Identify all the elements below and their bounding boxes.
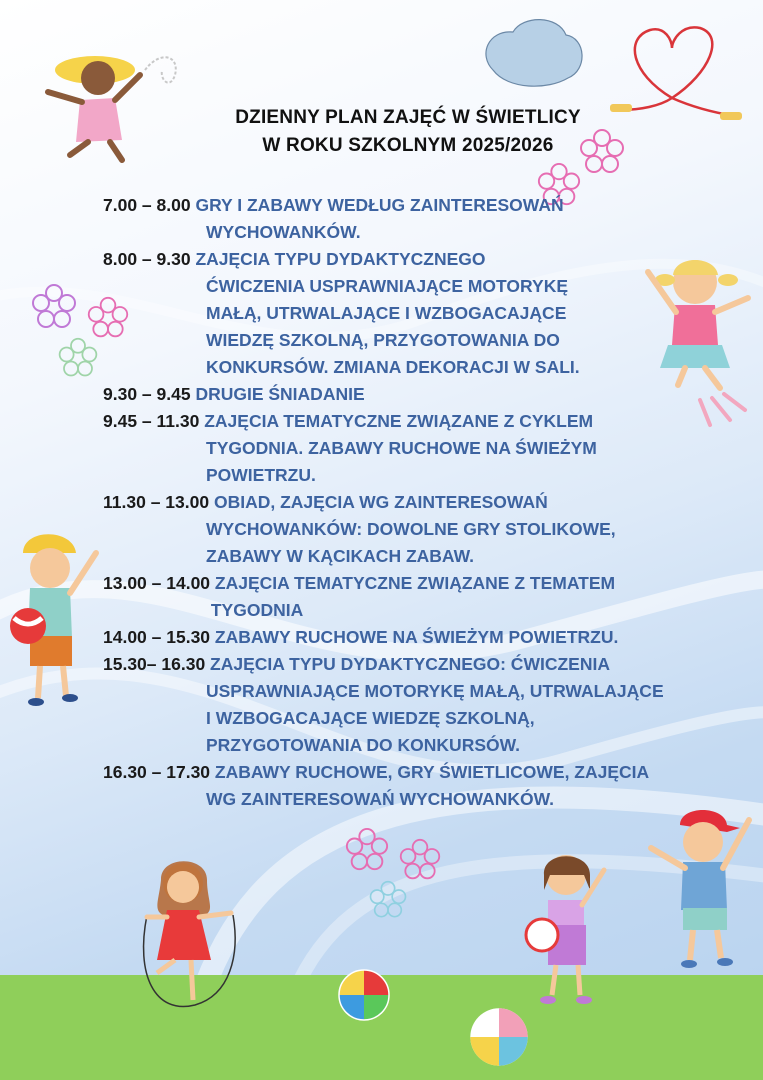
entry-activity: OBIAD, ZAJĘCIA WG ZAINTERESOWAŃ: [213, 492, 548, 512]
beach-ball-icon: [468, 1006, 530, 1068]
schedule-entry: [103, 408, 723, 489]
schedule-entry: [103, 624, 723, 651]
entry-activity: ZABAWY W KĄCIKACH ZABAW.: [206, 546, 474, 566]
girl-with-ball-illustration: [522, 845, 617, 1015]
entry-activity: USPRAWNIAJĄCE MOTORYKĘ MAŁĄ, UTRWALAJĄCE: [206, 681, 664, 701]
schedule-list: [103, 192, 723, 813]
entry-activity: ZAJĘCIA TYPU DYDAKTYCZNEGO: [195, 249, 486, 269]
entry-activity: ZAJĘCIA TYPU DYDAKTYCZNEGO: ĆWICZENIA: [210, 654, 610, 674]
schedule-entry: [103, 246, 723, 381]
boy-red-cap-illustration: [645, 800, 760, 975]
entry-time: 15.30– 16.30: [103, 654, 211, 674]
entry-activity: TYGODNIA: [206, 600, 304, 620]
entry-activity: KONKURSÓW. ZMIANA DEKORACJI W SALI.: [206, 357, 580, 377]
entry-activity: ĆWICZENIA USPRAWNIAJĄCE MOTORYKĘ: [206, 276, 569, 296]
boy-with-ball-illustration: [8, 528, 108, 713]
entry-activity: WYCHOWANKÓW: DOWOLNE GRY STOLIKOWE,: [206, 519, 616, 539]
schedule-entry: [103, 759, 723, 813]
entry-time: 8.00 – 9.30: [103, 249, 196, 269]
page-title: [0, 104, 763, 160]
entry-activity: DRUGIE ŚNIADANIE: [195, 384, 365, 404]
cloud-icon: [478, 10, 588, 95]
entry-time: 13.00 – 14.00: [103, 573, 215, 593]
flower-icon: [344, 827, 390, 873]
entry-time: 14.00 – 15.30: [103, 627, 215, 647]
entry-activity: WIEDZĘ SZKOLNĄ, PRZYGOTOWANIA DO: [206, 330, 560, 350]
entry-activity: MAŁĄ, UTRWALAJĄCE I WZBOGACAJĄCE: [206, 303, 567, 323]
entry-activity: TYGODNIA. ZABAWY RUCHOWE NA ŚWIEŻYM: [206, 438, 597, 458]
schedule-entry: [103, 381, 723, 408]
entry-activity: GRY I ZABAWY WEDŁUG ZAINTERESOWAŃ: [195, 195, 564, 215]
entry-time: 16.30 – 17.30: [103, 762, 215, 782]
entry-activity: WYCHOWANKÓW.: [206, 222, 361, 242]
entry-activity: ZABAWY RUCHOWE NA ŚWIEŻYM POWIETRZU.: [214, 627, 619, 647]
flower-icon: [57, 337, 99, 379]
schedule-entry: [103, 489, 723, 570]
entry-activity: PRZYGOTOWANIA DO KONKURSÓW.: [206, 735, 521, 755]
entry-activity: WG ZAINTERESOWAŃ WYCHOWANKÓW.: [206, 789, 555, 809]
flower-icon: [398, 838, 442, 882]
entry-time: 9.45 – 11.30: [103, 411, 205, 431]
schedule-entry: [103, 192, 723, 246]
entry-activity: POWIETRZU.: [206, 465, 316, 485]
flower-icon: [368, 880, 408, 920]
schedule-entry: [103, 651, 723, 759]
entry-activity: ZABAWY RUCHOWE, GRY ŚWIETLICOWE, ZAJĘCIA: [214, 762, 650, 782]
beach-ball-icon: [337, 968, 391, 1022]
girl-jump-rope-illustration: [135, 855, 245, 1015]
entry-time: 9.30 – 9.45: [103, 384, 196, 404]
title-line-1: DZIENNY PLAN ZAJĘĆ W ŚWIETLICY: [235, 107, 581, 128]
entry-activity: ZAJĘCIA TEMATYCZNE ZWIĄZANE Z TEMATEM: [214, 573, 616, 593]
schedule-entry: [103, 570, 723, 624]
entry-activity: I WZBOGACAJĄCE WIEDZĘ SZKOLNĄ,: [206, 708, 535, 728]
title-line-2: W ROKU SZKOLNYM 2025/2026: [262, 135, 554, 156]
entry-time: 7.00 – 8.00: [103, 195, 196, 215]
entry-activity: ZAJĘCIA TEMATYCZNE ZWIĄZANE Z CYKLEM: [204, 411, 594, 431]
entry-time: 11.30 – 13.00: [103, 492, 214, 512]
flower-icon: [30, 283, 78, 331]
